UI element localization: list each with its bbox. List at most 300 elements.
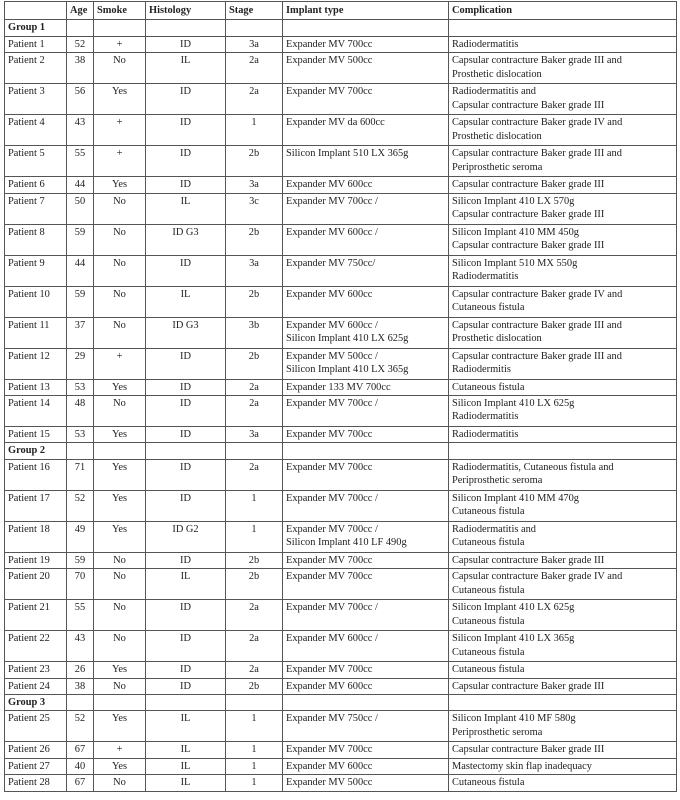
smoke-cell: No — [94, 600, 146, 631]
stage-cell: 2a — [226, 379, 283, 395]
age-cell: 67 — [67, 742, 94, 758]
cell-line: Capsular contracture Baker grade III and — [452, 350, 622, 362]
table-row — [5, 36, 677, 52]
cell-line: Capsular contracture Baker grade III — [452, 240, 605, 252]
histology-cell: ID — [146, 379, 226, 395]
patient-cell: Patient 21 — [5, 600, 67, 631]
implant-type-cell: Expander MV da 600cc — [283, 115, 449, 146]
smoke-cell: + — [94, 146, 146, 177]
table-row — [5, 146, 677, 177]
age-cell: 38 — [67, 53, 94, 84]
patient-cell: Patient 20 — [5, 569, 67, 600]
complication-cell — [449, 631, 677, 662]
smoke-cell: No — [94, 678, 146, 694]
patient-cell: Patient 8 — [5, 224, 67, 255]
table-body — [5, 20, 677, 791]
complication-cell — [449, 317, 677, 348]
cell-line: Silicon Implant 410 LF 490g — [286, 537, 407, 549]
patient-cell: Patient 18 — [5, 521, 67, 552]
complication-cell: Capsular contracture Baker grade III — [449, 742, 677, 758]
complication-cell — [449, 146, 677, 177]
table-row — [5, 427, 677, 443]
implant-type-cell: Expander MV 700cc — [283, 36, 449, 52]
age-cell: 43 — [67, 115, 94, 146]
implant-type-cell: Expander MV 600cc — [283, 758, 449, 774]
empty-cell — [146, 695, 226, 711]
cell-line: Silicon Implant 410 LX 570g — [452, 195, 575, 207]
complication-cell — [449, 115, 677, 146]
table-row — [5, 742, 677, 758]
smoke-cell: Yes — [94, 459, 146, 490]
stage-cell: 2b — [226, 569, 283, 600]
age-cell: 55 — [67, 600, 94, 631]
histology-cell: ID — [146, 427, 226, 443]
histology-cell: ID — [146, 36, 226, 52]
cell-line: Radiodermatitis, Cutaneous fistula and — [452, 461, 614, 473]
complication-cell — [449, 53, 677, 84]
smoke-cell: Yes — [94, 521, 146, 552]
table-row — [5, 193, 677, 224]
patient-cell: Patient 19 — [5, 552, 67, 568]
implant-type-cell: Expander MV 700cc — [283, 459, 449, 490]
smoke-cell: No — [94, 775, 146, 791]
patient-cell: Patient 4 — [5, 115, 67, 146]
age-cell: 44 — [67, 255, 94, 286]
histology-cell: IL — [146, 775, 226, 791]
cell-line: Capsular contracture Baker grade III and — [452, 319, 622, 331]
complication-cell: Cutaneous fistula — [449, 775, 677, 791]
stage-cell: 2b — [226, 348, 283, 379]
group-header-row — [5, 443, 677, 459]
stage-cell: 1 — [226, 775, 283, 791]
group-label: Group 1 — [5, 20, 67, 36]
table-row — [5, 521, 677, 552]
patient-cell: Patient 26 — [5, 742, 67, 758]
complication-cell — [449, 193, 677, 224]
cell-line: Radiodermatitis and — [452, 86, 536, 98]
smoke-cell: No — [94, 552, 146, 568]
patient-cell: Patient 2 — [5, 53, 67, 84]
cell-line: Cutaneous fistula — [452, 302, 525, 314]
patient-cell: Patient 23 — [5, 662, 67, 678]
cell-line: Radiodermitis — [452, 364, 511, 376]
age-cell: 43 — [67, 631, 94, 662]
stage-cell: 1 — [226, 490, 283, 521]
stage-cell: 2a — [226, 600, 283, 631]
complication-cell — [449, 255, 677, 286]
table-row — [5, 348, 677, 379]
empty-cell — [67, 443, 94, 459]
implant-type-cell: Expander MV 700cc / — [283, 396, 449, 427]
table-row — [5, 775, 677, 791]
age-cell: 29 — [67, 348, 94, 379]
stage-cell: 1 — [226, 521, 283, 552]
header-stage: Stage — [226, 2, 283, 20]
table-row — [5, 459, 677, 490]
smoke-cell: Yes — [94, 662, 146, 678]
complication-cell — [449, 348, 677, 379]
implant-type-cell: Expander MV 700cc — [283, 427, 449, 443]
complication-cell — [449, 569, 677, 600]
group-label: Group 2 — [5, 443, 67, 459]
implant-type-cell: Expander MV 700cc — [283, 742, 449, 758]
table-row — [5, 600, 677, 631]
empty-cell — [449, 443, 677, 459]
implant-type-cell: Expander MV 700cc — [283, 569, 449, 600]
empty-cell — [283, 20, 449, 36]
table-row — [5, 379, 677, 395]
histology-cell: ID — [146, 146, 226, 177]
smoke-cell: No — [94, 224, 146, 255]
complication-cell: Capsular contracture Baker grade III — [449, 177, 677, 193]
complication-cell: Cutaneous fistula — [449, 662, 677, 678]
implant-type-cell: Expander MV 750cc/ — [283, 255, 449, 286]
patient-cell: Patient 1 — [5, 36, 67, 52]
cell-line: Prosthetic dislocation — [452, 130, 542, 142]
stage-cell: 3a — [226, 255, 283, 286]
age-cell: 53 — [67, 379, 94, 395]
stage-cell: 3c — [226, 193, 283, 224]
implant-type-cell: Expander MV 500cc — [283, 775, 449, 791]
cell-line: Silicon Implant 410 LX 625g — [286, 333, 409, 345]
histology-cell: IL — [146, 286, 226, 317]
empty-cell — [449, 20, 677, 36]
table-row — [5, 758, 677, 774]
implant-type-cell: Expander MV 600cc — [283, 177, 449, 193]
stage-cell: 3b — [226, 317, 283, 348]
table-row — [5, 569, 677, 600]
table-row — [5, 317, 677, 348]
complication-cell — [449, 521, 677, 552]
smoke-cell: + — [94, 742, 146, 758]
stage-cell: 1 — [226, 758, 283, 774]
table-row — [5, 631, 677, 662]
patient-cell: Patient 6 — [5, 177, 67, 193]
histology-cell: ID — [146, 490, 226, 521]
smoke-cell: Yes — [94, 379, 146, 395]
empty-cell — [67, 20, 94, 36]
cell-line: Prosthetic dislocation — [452, 68, 542, 80]
complication-cell — [449, 396, 677, 427]
smoke-cell: No — [94, 317, 146, 348]
implant-type-cell: Expander MV 600cc / — [283, 631, 449, 662]
age-cell: 37 — [67, 317, 94, 348]
histology-cell: IL — [146, 711, 226, 742]
age-cell: 71 — [67, 459, 94, 490]
stage-cell: 1 — [226, 115, 283, 146]
implant-type-cell: Expander MV 700cc — [283, 552, 449, 568]
cell-line: Radiodermatitis — [452, 271, 519, 283]
patient-cell: Patient 17 — [5, 490, 67, 521]
patient-cell: Patient 24 — [5, 678, 67, 694]
cell-line: Expander MV 600cc / — [286, 319, 378, 331]
patient-cell: Patient 13 — [5, 379, 67, 395]
cell-line: Cutaneous fistula — [452, 506, 525, 518]
histology-cell: ID — [146, 459, 226, 490]
implant-type-cell: Silicon Implant 510 LX 365g — [283, 146, 449, 177]
smoke-cell: No — [94, 255, 146, 286]
implant-type-cell — [283, 348, 449, 379]
cell-line: Silicon Implant 410 LX 625g — [452, 398, 575, 410]
implant-type-cell: Expander MV 700cc / — [283, 490, 449, 521]
histology-cell: IL — [146, 569, 226, 600]
empty-cell — [226, 20, 283, 36]
complication-cell — [449, 459, 677, 490]
age-cell: 26 — [67, 662, 94, 678]
age-cell: 52 — [67, 490, 94, 521]
table-row — [5, 678, 677, 694]
complication-cell: Mastectomy skin flap inadequacy — [449, 758, 677, 774]
table-row — [5, 224, 677, 255]
histology-cell: IL — [146, 53, 226, 84]
stage-cell: 2a — [226, 631, 283, 662]
table-row — [5, 286, 677, 317]
header-smoke: Smoke — [94, 2, 146, 20]
group-header-row — [5, 20, 677, 36]
table-row — [5, 53, 677, 84]
patient-cell: Patient 16 — [5, 459, 67, 490]
smoke-cell: Yes — [94, 490, 146, 521]
cell-line: Capsular contracture Baker grade III and — [452, 55, 622, 67]
histology-cell: ID — [146, 631, 226, 662]
complication-cell — [449, 711, 677, 742]
table-row — [5, 711, 677, 742]
implant-type-cell — [283, 521, 449, 552]
complication-cell: Cutaneous fistula — [449, 379, 677, 395]
implant-type-cell: Expander 133 MV 700cc — [283, 379, 449, 395]
smoke-cell: Yes — [94, 177, 146, 193]
complication-cell: Radiodermatitis — [449, 36, 677, 52]
stage-cell: 3a — [226, 177, 283, 193]
histology-cell: ID — [146, 255, 226, 286]
complication-cell — [449, 600, 677, 631]
cell-line: Cutaneous fistula — [452, 584, 525, 596]
cell-line: Radiodermatitis and — [452, 523, 536, 535]
table-header-row — [5, 2, 677, 20]
patient-cell: Patient 22 — [5, 631, 67, 662]
cell-line: Cutaneous fistula — [452, 646, 525, 658]
stage-cell: 2a — [226, 459, 283, 490]
group-label: Group 3 — [5, 695, 67, 711]
cell-line: Cutaneous fistula — [452, 615, 525, 627]
cell-line: Capsular contracture Baker grade III and — [452, 148, 622, 160]
implant-type-cell — [283, 317, 449, 348]
histology-cell: IL — [146, 742, 226, 758]
patient-cell: Patient 25 — [5, 711, 67, 742]
implant-type-cell: Expander MV 500cc — [283, 53, 449, 84]
complication-cell: Radiodermatitis — [449, 427, 677, 443]
histology-cell: ID — [146, 177, 226, 193]
stage-cell: 2a — [226, 84, 283, 115]
cell-line: Prosthetic dislocation — [452, 333, 542, 345]
age-cell: 55 — [67, 146, 94, 177]
stage-cell: 2b — [226, 224, 283, 255]
header-histology: Histology — [146, 2, 226, 20]
stage-cell: 3a — [226, 36, 283, 52]
cell-line: Capsular contracture Baker grade III — [452, 99, 605, 111]
complications-table-container — [4, 1, 676, 792]
histology-cell: ID — [146, 662, 226, 678]
complication-cell — [449, 224, 677, 255]
cell-line: Silicon Implant 410 MM 450g — [452, 226, 579, 238]
stage-cell: 2b — [226, 146, 283, 177]
complication-cell — [449, 490, 677, 521]
cell-line: Expander MV 500cc / — [286, 350, 378, 362]
patient-cell: Patient 5 — [5, 146, 67, 177]
smoke-cell: Yes — [94, 84, 146, 115]
smoke-cell: + — [94, 36, 146, 52]
empty-cell — [94, 20, 146, 36]
header-age: Age — [67, 2, 94, 20]
age-cell: 67 — [67, 775, 94, 791]
complication-cell: Capsular contracture Baker grade III — [449, 678, 677, 694]
implant-type-cell: Expander MV 750cc / — [283, 711, 449, 742]
implant-type-cell: Expander MV 600cc — [283, 286, 449, 317]
patient-cell: Patient 10 — [5, 286, 67, 317]
smoke-cell: No — [94, 286, 146, 317]
table-row — [5, 490, 677, 521]
cell-line: Periprosthetic seroma — [452, 726, 543, 738]
complications-table — [4, 1, 677, 792]
patient-cell: Patient 15 — [5, 427, 67, 443]
histology-cell: ID — [146, 552, 226, 568]
empty-cell — [449, 695, 677, 711]
stage-cell: 2b — [226, 678, 283, 694]
smoke-cell: No — [94, 569, 146, 600]
age-cell: 44 — [67, 177, 94, 193]
age-cell: 56 — [67, 84, 94, 115]
age-cell: 50 — [67, 193, 94, 224]
implant-type-cell: Expander MV 600cc — [283, 678, 449, 694]
complication-cell: Capsular contracture Baker grade III — [449, 552, 677, 568]
cell-line: Expander MV 700cc / — [286, 523, 378, 535]
histology-cell: ID — [146, 84, 226, 115]
cell-line: Capsular contracture Baker grade III — [452, 209, 605, 221]
smoke-cell: + — [94, 348, 146, 379]
cell-line: Periprosthetic seroma — [452, 475, 543, 487]
histology-cell: IL — [146, 758, 226, 774]
histology-cell: ID — [146, 678, 226, 694]
stage-cell: 1 — [226, 711, 283, 742]
patient-cell: Patient 28 — [5, 775, 67, 791]
histology-cell: IL — [146, 193, 226, 224]
table-row — [5, 115, 677, 146]
age-cell: 38 — [67, 678, 94, 694]
smoke-cell: Yes — [94, 427, 146, 443]
cell-line: Capsular contracture Baker grade IV and — [452, 571, 623, 583]
empty-cell — [283, 443, 449, 459]
empty-cell — [146, 443, 226, 459]
histology-cell: ID G3 — [146, 224, 226, 255]
stage-cell: 2b — [226, 552, 283, 568]
stage-cell: 2a — [226, 662, 283, 678]
smoke-cell: Yes — [94, 758, 146, 774]
smoke-cell: No — [94, 396, 146, 427]
smoke-cell: No — [94, 193, 146, 224]
table-row — [5, 396, 677, 427]
smoke-cell: No — [94, 631, 146, 662]
age-cell: 49 — [67, 521, 94, 552]
empty-cell — [94, 695, 146, 711]
empty-cell — [283, 695, 449, 711]
cell-line: Capsular contracture Baker grade IV and — [452, 288, 623, 300]
age-cell: 59 — [67, 224, 94, 255]
cell-line: Cutaneous fistula — [452, 537, 525, 549]
age-cell: 52 — [67, 36, 94, 52]
histology-cell: ID G2 — [146, 521, 226, 552]
cell-line: Silicon Implant 410 MM 470g — [452, 492, 579, 504]
cell-line: Silicon Implant 510 MX 550g — [452, 257, 578, 269]
cell-line: Silicon Implant 410 LX 625g — [452, 602, 575, 614]
implant-type-cell: Expander MV 700cc / — [283, 600, 449, 631]
stage-cell: 1 — [226, 742, 283, 758]
patient-cell: Patient 27 — [5, 758, 67, 774]
table-row — [5, 552, 677, 568]
patient-cell: Patient 14 — [5, 396, 67, 427]
implant-type-cell: Expander MV 600cc / — [283, 224, 449, 255]
patient-cell: Patient 7 — [5, 193, 67, 224]
table-row — [5, 255, 677, 286]
stage-cell: 2a — [226, 396, 283, 427]
implant-type-cell: Expander MV 700cc — [283, 84, 449, 115]
histology-cell: ID — [146, 115, 226, 146]
table-row — [5, 177, 677, 193]
group-header-row — [5, 695, 677, 711]
cell-line: Radiodermatitis — [452, 411, 519, 423]
header-patient — [5, 2, 67, 20]
age-cell: 53 — [67, 427, 94, 443]
cell-line: Silicon Implant 410 LX 365g — [286, 364, 409, 376]
header-complication: Complication — [449, 2, 677, 20]
table-row — [5, 84, 677, 115]
cell-line: Periprosthetic seroma — [452, 161, 543, 173]
age-cell: 52 — [67, 711, 94, 742]
empty-cell — [226, 695, 283, 711]
histology-cell: ID — [146, 396, 226, 427]
age-cell: 59 — [67, 286, 94, 317]
stage-cell: 2a — [226, 53, 283, 84]
complication-cell — [449, 84, 677, 115]
empty-cell — [146, 20, 226, 36]
histology-cell: ID — [146, 348, 226, 379]
implant-type-cell: Expander MV 700cc — [283, 662, 449, 678]
smoke-cell: Yes — [94, 711, 146, 742]
patient-cell: Patient 12 — [5, 348, 67, 379]
patient-cell: Patient 3 — [5, 84, 67, 115]
cell-line: Silicon Implant 410 MF 580g — [452, 713, 576, 725]
age-cell: 70 — [67, 569, 94, 600]
histology-cell: ID — [146, 600, 226, 631]
smoke-cell: + — [94, 115, 146, 146]
implant-type-cell: Expander MV 700cc / — [283, 193, 449, 224]
cell-line: Capsular contracture Baker grade IV and — [452, 117, 623, 129]
histology-cell: ID G3 — [146, 317, 226, 348]
empty-cell — [67, 695, 94, 711]
patient-cell: Patient 9 — [5, 255, 67, 286]
age-cell: 40 — [67, 758, 94, 774]
stage-cell: 3a — [226, 427, 283, 443]
complication-cell — [449, 286, 677, 317]
smoke-cell: No — [94, 53, 146, 84]
stage-cell: 2b — [226, 286, 283, 317]
empty-cell — [226, 443, 283, 459]
patient-cell: Patient 11 — [5, 317, 67, 348]
age-cell: 59 — [67, 552, 94, 568]
cell-line: Silicon Implant 410 LX 365g — [452, 633, 575, 645]
empty-cell — [94, 443, 146, 459]
table-row — [5, 662, 677, 678]
header-implant-type: Implant type — [283, 2, 449, 20]
